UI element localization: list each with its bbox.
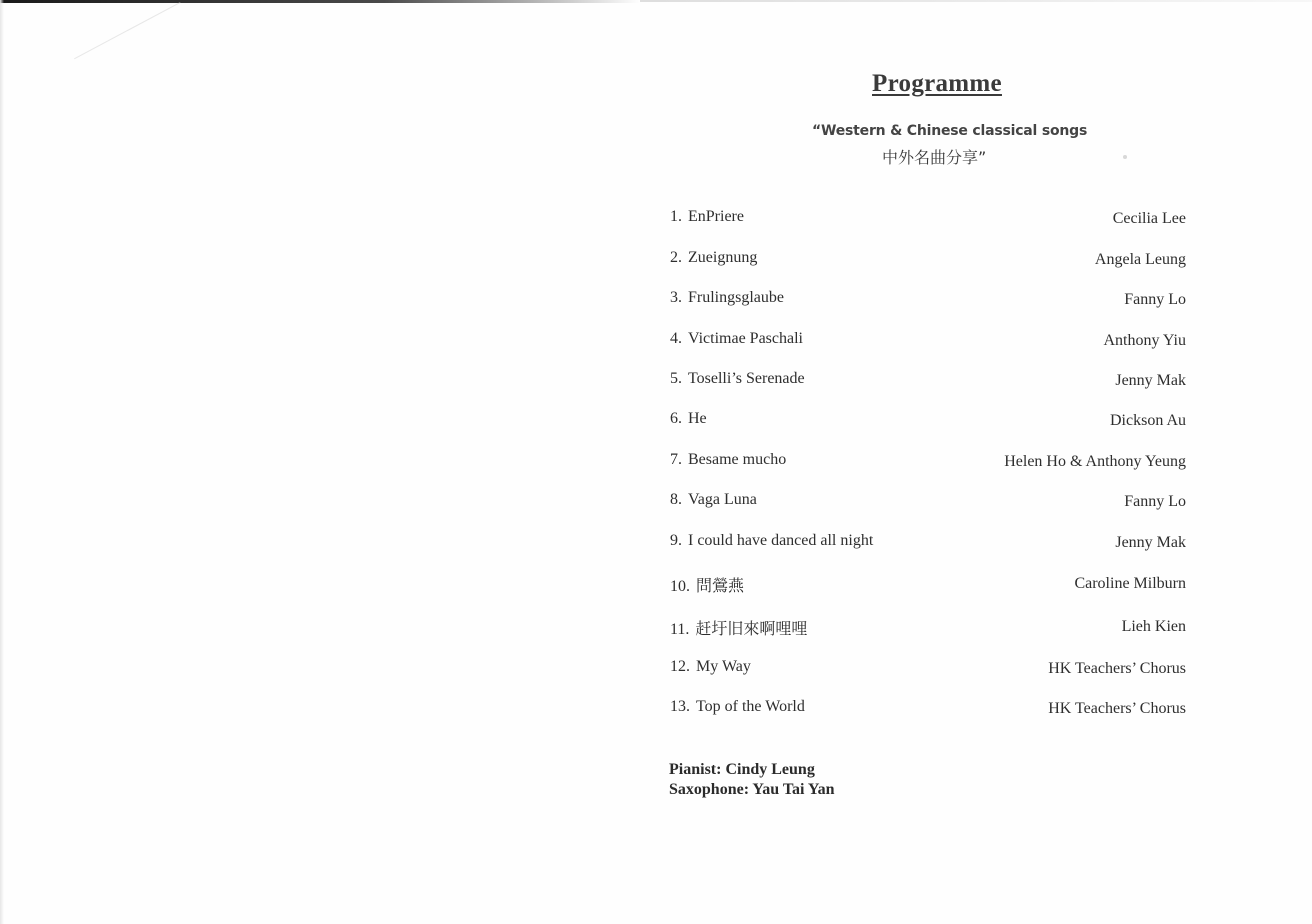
performer-name: Lieh Kien: [1121, 618, 1186, 635]
item-number: 6.: [670, 410, 682, 427]
item-number: 1.: [670, 208, 682, 225]
performer-name: HK Teachers’ Chorus: [1048, 660, 1186, 677]
item-number: 4.: [670, 330, 682, 347]
song-name: EnPriere: [688, 208, 744, 225]
performer-name: Dickson Au: [1110, 412, 1186, 429]
performer-name: Cecilia Lee: [1112, 210, 1186, 227]
song-title: [670, 410, 707, 428]
item-number: 10.: [670, 578, 690, 595]
performer-name: Jenny Mak: [1115, 534, 1186, 551]
song-name: Vaga Luna: [688, 491, 757, 508]
song-title: [670, 698, 805, 716]
song-name: Besame mucho: [688, 451, 787, 468]
programme-item: [670, 208, 1190, 234]
programme-title: Programme: [872, 70, 1002, 97]
item-number: 12.: [670, 658, 690, 675]
scan-edge-top: [0, 0, 640, 3]
song-title: [670, 573, 744, 596]
song-name: 問鶯燕: [696, 578, 745, 595]
programme-item: [670, 330, 1190, 356]
item-number: 11.: [670, 621, 690, 638]
performer-name: Jenny Mak: [1115, 372, 1186, 389]
performer-name: Angela Leung: [1094, 251, 1186, 268]
item-number: 3.: [670, 289, 682, 306]
scan-edge-left: [0, 0, 4, 924]
saxophone-credit: Saxophone: Yau Tai Yan: [669, 781, 835, 798]
performer-name: HK Teachers’ Chorus: [1048, 700, 1186, 717]
song-name: Top of the World: [696, 698, 805, 715]
song-title: [670, 451, 786, 469]
programme-subtitle: “Western & Chinese classical songs: [812, 123, 1088, 139]
scan-speck: [1123, 155, 1127, 159]
song-title: [670, 491, 757, 509]
programme-item: [670, 698, 1190, 724]
song-name: 赶圩旧來啊哩哩: [695, 621, 808, 638]
programme-item: [670, 491, 1190, 517]
performer-name: Fanny Lo: [1124, 493, 1186, 510]
programme-item: [670, 410, 1190, 436]
song-title: [670, 289, 784, 307]
scan-edge-top-light: [640, 0, 1312, 2]
programme-item: [670, 289, 1190, 315]
item-number: 7.: [670, 451, 682, 468]
song-name: He: [688, 410, 707, 427]
song-name: Victimae Paschali: [688, 330, 803, 347]
song-name: I could have danced all night: [688, 532, 874, 549]
item-number: 2.: [670, 249, 682, 266]
performer-name: Anthony Yiu: [1103, 332, 1186, 349]
performer-name: Helen Ho & Anthony Yeung: [1004, 453, 1186, 470]
programme-item: [670, 451, 1190, 477]
song-name: Toselli’s Serenade: [688, 370, 805, 387]
song-title: [670, 249, 757, 267]
programme-item: [670, 249, 1190, 275]
item-number: 9.: [670, 532, 682, 549]
song-title: [670, 330, 803, 348]
song-title: [670, 616, 807, 639]
song-title: [670, 532, 873, 550]
programme-item: [670, 370, 1190, 396]
programme-item: [670, 532, 1190, 558]
performer-name: Caroline Milburn: [1074, 575, 1186, 592]
song-name: My Way: [696, 658, 751, 675]
item-number: 13.: [670, 698, 690, 715]
song-title: [670, 208, 744, 226]
programme-item: [670, 616, 1190, 642]
pianist-credit: Pianist: Cindy Leung: [669, 761, 815, 778]
item-number: 5.: [670, 370, 682, 387]
song-title: [670, 658, 751, 676]
page-fold-mark: [74, 2, 209, 112]
programme-item: [670, 658, 1190, 684]
song-name: Zueignung: [688, 249, 758, 266]
credits-block: [669, 760, 835, 800]
item-number: 8.: [670, 491, 682, 508]
programme-item: [670, 573, 1190, 599]
programme-subtitle-chinese: 中外名曲分享”: [882, 148, 987, 167]
song-title: [670, 370, 805, 388]
song-name: Frulingsglaube: [688, 289, 784, 306]
performer-name: Fanny Lo: [1124, 291, 1186, 308]
